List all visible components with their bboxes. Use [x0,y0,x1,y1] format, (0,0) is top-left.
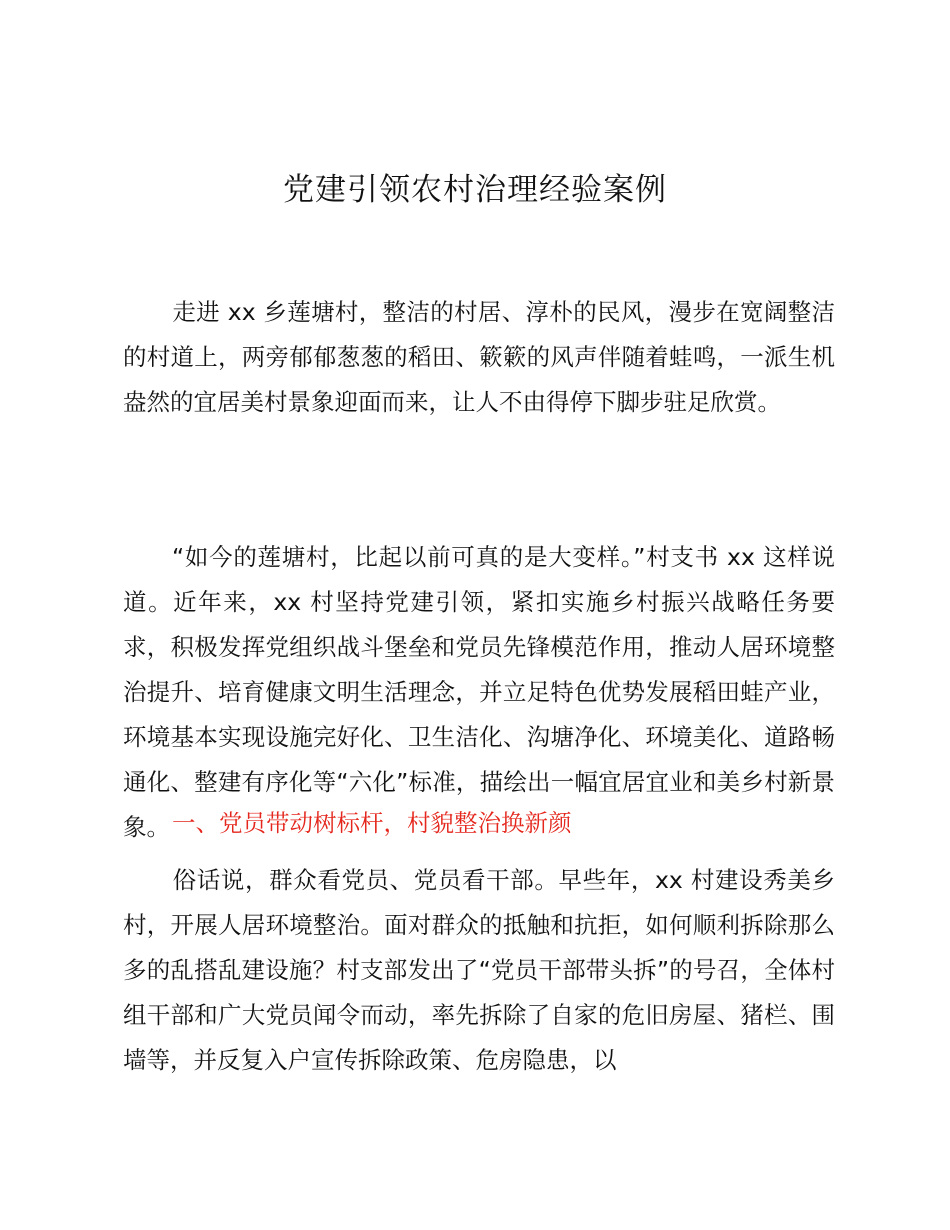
paragraph-intro [123,290,835,425]
paragraph-text: 走进 xx 乡莲塘村，整洁的村居、淳朴的民风，漫步在宽阔整洁的村道上，两旁郁郁葱葱的稻田、簌簌的风声伴随着蛙鸣，一派生机盎然的宜居美村景象迎面而来，让人不由得停下脚步驻足欣赏。 [123,298,835,416]
paragraph-section-one [123,858,835,1083]
paragraph-text: “如今的莲塘村，比起以前可真的是大变样。”村支书 xx 这样说道。近年来，xx 村坚持党建引领，紧扣实施乡村振兴战略任务要求，积极发挥党组织战斗堡垒和党员先锋模范作用，推动人居环境整治提升、培育健康文明生活理念，并立足特色优势发展稻田蛙产业，环境基本实现设施完好化、卫生洁化、沟塘净化、环境美化、道路畅通化、整建有序化等“六化”标准，描绘出一幅宜居宜业和美乡村新景象。 [123,543,835,841]
document-title: 党建引领农村治理经验案例 [283,172,667,208]
section-heading: 一、党员带动树标杆，村貌整治换新颜 [172,809,572,837]
paragraph-text: 俗话说，群众看党员、党员看干部。早些年，xx 村建设秀美乡村，开展人居环境整治。面对群众的抵触和抗拒，如何顺利拆除那么多的乱搭乱建设施？村支部发出了“党员干部带头拆”的号召，全体村组干部和广大党员闻令而动，率先拆除了自家的危旧房屋、猪栏、围墙等，并反复入户宣传拆除政策、危房隐患，以 [123,866,835,1074]
